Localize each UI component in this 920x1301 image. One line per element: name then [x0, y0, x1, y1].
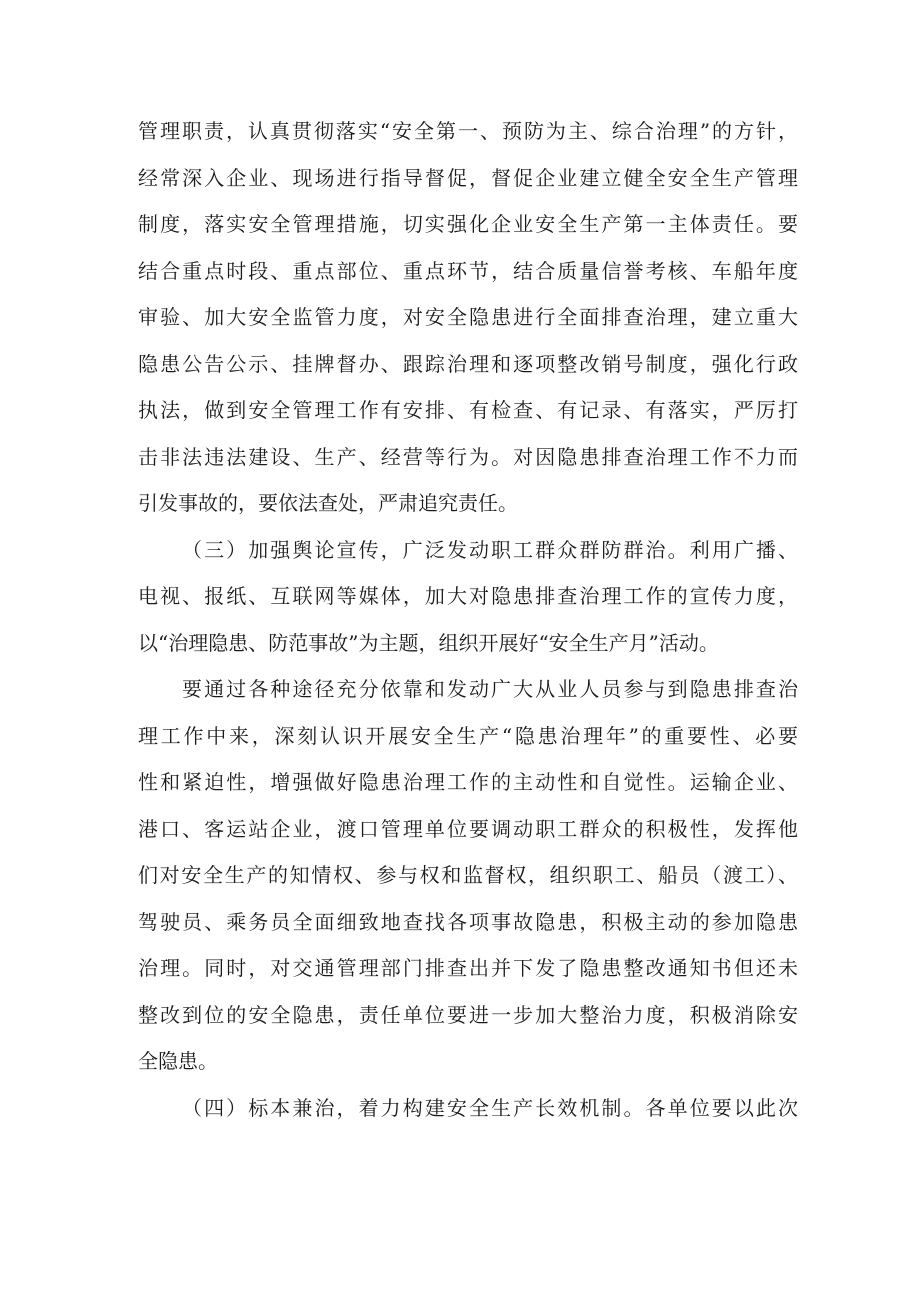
text-line: 们对安全生产的知情权、参与权和监督权，组织职工、船员（渡工）、 — [138, 863, 798, 887]
text-line: 治理。同时，对交通管理部门排查出并下发了隐患整改通知书但还未 — [138, 956, 798, 980]
text-line: 执法，做到安全管理工作有安排、有检查、有记录、有落实，严厉打 — [138, 398, 798, 422]
text-line: 整改到位的安全隐患，责任单位要进一步加大整治力度，积极消除安 — [138, 1002, 798, 1027]
text-line: 管理职责，认真贯彻落实“安全第一、预防为主、综合治理”的方针， — [138, 119, 798, 143]
text-line: 全隐患。 — [138, 1049, 218, 1073]
text-line: 经常深入企业、现场进行指导督促，督促企业建立健全安全生产管理 — [138, 165, 798, 190]
text-line: 性和紧迫性，增强做好隐患治理工作的主动性和自觉性。运输企业、 — [138, 770, 798, 794]
text-line: 理工作中来，深刻认识开展安全生产“隐患治理年”的重要性、必要 — [138, 723, 798, 748]
text-line: 港口、客运站企业，渡口管理单位要调动职工群众的积极性，发挥他 — [138, 816, 798, 841]
body-text — [138, 108, 798, 1131]
text-line: 引发事故的，要依法查处，严肃追究责任。 — [138, 491, 518, 515]
text-line: 审验、加大安全监管力度，对安全隐患进行全面排查治理，建立重大 — [138, 305, 798, 329]
section-heading-line: （四）标本兼治，着力构建安全生产长效机制。各单位要以此次 — [182, 1095, 798, 1120]
text-line: 要通过各种途径充分依靠和发动广大从业人员参与到隐患排查治 — [182, 677, 798, 701]
text-line: 制度，落实安全管理措施，切实强化企业安全生产第一主体责任。要 — [138, 212, 798, 236]
text-line: 隐患公告公示、挂牌督办、跟踪治理和逐项整改销号制度，强化行政 — [138, 351, 798, 376]
text-line: 结合重点时段、重点部位、重点环节，结合质量信誉考核、车船年度 — [138, 258, 798, 283]
text-line: 驾驶员、乘务员全面细致地查找各项事故隐患，积极主动的参加隐患 — [138, 909, 798, 934]
text-line: 击非法违法建设、生产、经营等行为。对因隐患排查治理工作不力而 — [138, 444, 798, 469]
section-heading-line: （三）加强舆论宣传，广泛发动职工群众群防群治。利用广播、 — [182, 537, 798, 562]
text-line: 电视、报纸、互联网等媒体，加大对隐患排查治理工作的宣传力度， — [138, 584, 798, 608]
text-line: 以“治理隐患、防范事故”为主题，组织开展好“安全生产月”活动。 — [138, 630, 719, 655]
